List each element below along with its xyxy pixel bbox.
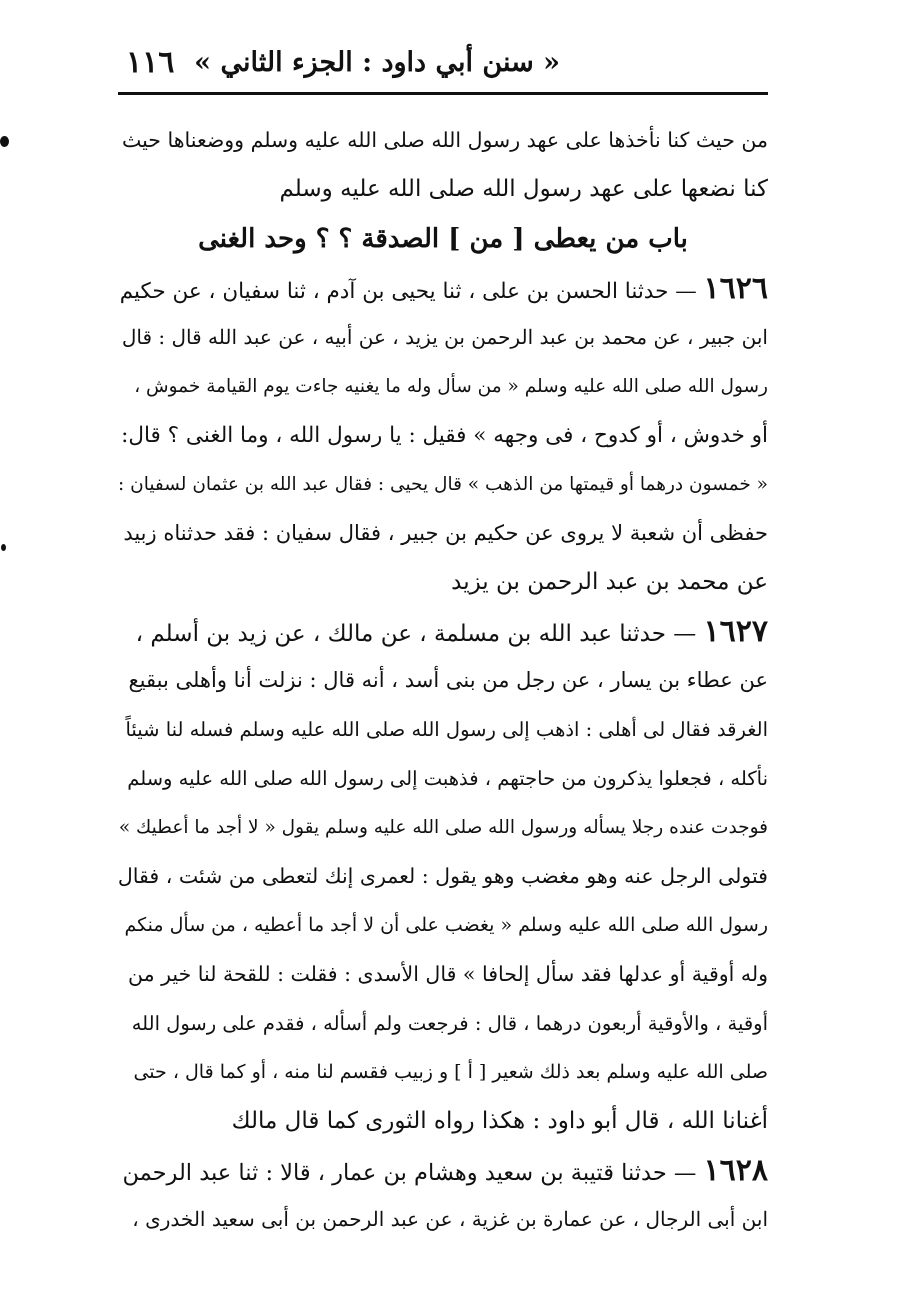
page-number: ١١٦ bbox=[126, 45, 175, 80]
text-line: ابن أبى الرجال ، عن عمارة بن غزية ، عن عبد الرحمن بن أبى سعيد الخدرى ، bbox=[132, 1207, 768, 1231]
hadith-1626-first-line bbox=[118, 264, 768, 313]
hadith-number: ١٦٢٨ bbox=[703, 1153, 768, 1188]
text-line: عن عطاء بن يسار ، عن رجل من بنى أسد ، أنه قال : نزلت أنا وأهلى ببقيع bbox=[128, 668, 768, 692]
header-rule bbox=[118, 92, 768, 95]
text-line: حفظى أن شعبة لا يروى عن حكيم بن جبير ، فقال سفيان : فقد حدثناه زبيد bbox=[123, 521, 768, 545]
text-line: رسول الله صلى الله عليه وسلم « من سأل وله ما يغنيه جاءت يوم القيامة خموش ، bbox=[134, 376, 768, 397]
text-line: فتولى الرجل عنه وهو مغضب وهو يقول : لعمرى إنك لتعطى من شئت ، فقال bbox=[118, 864, 768, 888]
chapter-heading: باب من يعطى [ من ] الصدقة ؟ ؟ وحد الغنى bbox=[198, 224, 688, 254]
text-line: من حيث كنا نأخذها على عهد رسول الله صلى الله عليه وسلم ووضعناها حيث bbox=[121, 128, 768, 152]
text-line: صلى الله عليه وسلم بعد ذلك شعير [ أ ] و زبيب فقسم لنا منه ، أو كما قال ، حتى bbox=[133, 1061, 768, 1083]
book-title-header: « سنن أبي داود : الجزء الثاني » bbox=[194, 47, 560, 78]
text-line: « خمسون درهما أو قيمتها من الذهب » قال يحيى : فقال عبد الله بن عثمان لسفيان : bbox=[118, 474, 768, 495]
text-line: ابن جبير ، عن محمد بن عبد الرحمن بن يزيد ، عن أبيه ، عن عبد الله قال : قال bbox=[121, 325, 768, 349]
body-text bbox=[118, 116, 768, 1244]
hadith-1627-first-line bbox=[118, 607, 768, 656]
text-line: الغرقد فقال لى أهلى : اذهب إلى رسول الله صلى الله عليه وسلم فسله لنا شيئاً bbox=[125, 718, 768, 741]
text-line: — حدثنا الحسن بن على ، ثنا يحيى بن آدم ، ثنا سفيان ، عن حكيم bbox=[119, 279, 704, 304]
margin-mark-middle bbox=[1, 544, 6, 551]
hadith-1628-first-line bbox=[118, 1146, 768, 1195]
text-line: رسول الله صلى الله عليه وسلم « يغضب على أن لا أجد ما أعطيه ، من سأل منكم bbox=[124, 914, 768, 936]
margin-mark-top bbox=[0, 136, 9, 147]
text-line: وله أوقية أو عدلها فقد سأل إلحافا » قال الأسدى : فقلت : للقحة لنا خير من bbox=[127, 962, 768, 986]
text-line: عن محمد بن عبد الرحمن بن يزيد bbox=[451, 569, 768, 595]
hadith-number: ١٦٢٧ bbox=[703, 614, 768, 649]
running-header bbox=[118, 36, 768, 90]
text-line: أو خدوش ، أو كدوح ، فى وجهه » فقيل : يا رسول الله ، وما الغنى ؟ قال: bbox=[121, 423, 768, 448]
text-line: كنا نضعها على عهد رسول الله صلى الله عليه وسلم bbox=[279, 176, 768, 202]
text-line: — حدثنا قتيبة بن سعيد وهشام بن عمار ، قالا : ثنا عبد الرحمن bbox=[122, 1160, 704, 1186]
hadith-number: ١٦٢٦ bbox=[703, 271, 768, 306]
text-line: أوقية ، والأوقية أربعون درهما ، قال : فرجعت ولم أسأله ، فقدم على رسول الله bbox=[131, 1012, 768, 1035]
text-line: أغنانا الله ، قال أبو داود : هكذا رواه الثورى كما قال مالك bbox=[231, 1108, 768, 1134]
text-line: نأكله ، فجعلوا يذكرون من حاجتهم ، فذهبت إلى رسول الله صلى الله عليه وسلم bbox=[127, 767, 768, 790]
text-line: فوجدت عنده رجلا يسأله ورسول الله صلى الله عليه وسلم يقول « لا أجد ما أعطيك » bbox=[118, 817, 768, 838]
text-line: — حدثنا عبد الله بن مسلمة ، عن مالك ، عن زيد بن أسلم ، bbox=[135, 621, 704, 647]
